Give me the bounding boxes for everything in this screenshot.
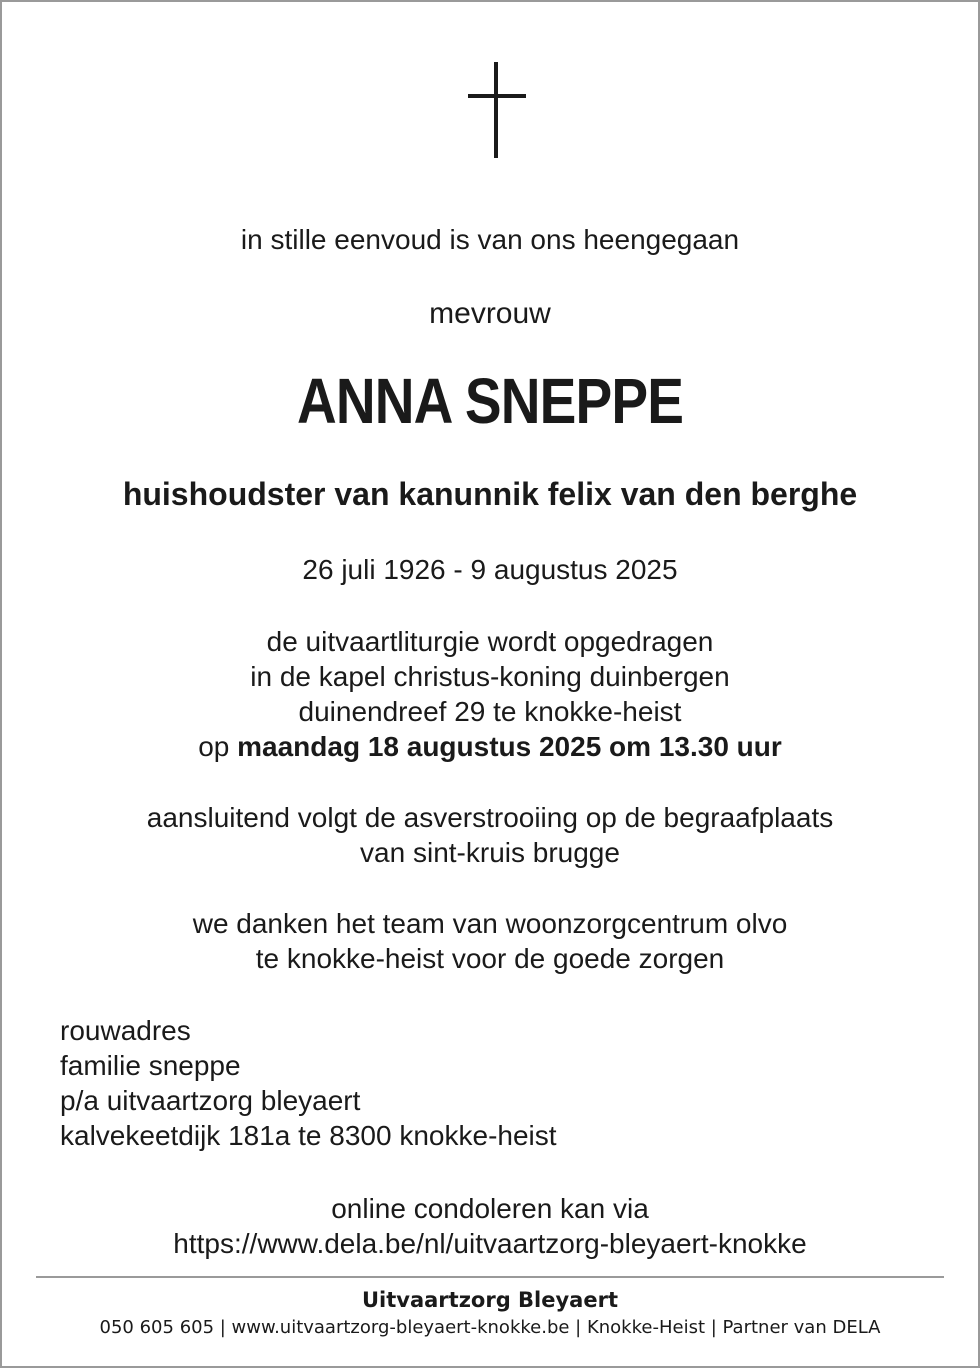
ashes-line: van sint-kruis brugge: [360, 837, 620, 868]
condolence-line: online condoleren kan via: [331, 1193, 649, 1224]
thanks-block: [0, 906, 980, 976]
address-line: familie sneppe: [60, 1050, 241, 1081]
cross-icon: [468, 62, 526, 158]
occupation-line: huishoudster van kanunnik felix van den berghe: [122, 476, 858, 512]
condolence-link[interactable]: https://www.dela.be/nl/uitvaartzorg-bleyaert-knokke: [173, 1228, 807, 1259]
liturgy-datetime-value: maandag 18 augustus 2025 om 13.30 uur: [237, 731, 782, 762]
liturgy-line: duinendreef 29 te knokke-heist: [298, 696, 682, 727]
footer-company: Uitvaartzorg Bleyaert: [361, 1288, 618, 1312]
ashes-block: [0, 800, 980, 870]
footer-info: 050 605 605 | www.uitvaartzorg-bleyaert-knokke.be | Knokke-Heist | Partner van DELA: [99, 1317, 881, 1338]
liturgy-line: de uitvaartliturgie wordt opgedragen: [266, 626, 714, 657]
address-line: p/a uitvaartzorg bleyaert: [60, 1085, 361, 1116]
ashes-line: aansluitend volgt de asverstrooiing op de begraafplaats: [146, 802, 834, 833]
liturgy-datetime-prefix: op: [198, 731, 238, 762]
liturgy-block: [0, 624, 980, 764]
title-prefix: mevrouw: [429, 297, 551, 330]
intro-text: in stille eenvoud is van ons heengegaan: [240, 224, 740, 255]
condolence-block: [0, 1191, 980, 1261]
thanks-line: we danken het team van woonzorgcentrum olvo: [192, 908, 788, 939]
address-line: kalvekeetdijk 181a te 8300 knokke-heist: [60, 1120, 557, 1151]
life-dates: 26 juli 1926 - 9 augustus 2025: [302, 554, 678, 585]
mourning-address: [60, 1013, 557, 1153]
liturgy-line: in de kapel christus-koning duinbergen: [250, 661, 730, 692]
footer-divider: [36, 1276, 944, 1278]
liturgy-datetime: [0, 729, 980, 764]
address-line: rouwadres: [60, 1015, 191, 1046]
thanks-line: te knokke-heist voor de goede zorgen: [255, 943, 725, 974]
deceased-name: ANNA SNEPPE: [296, 365, 684, 437]
